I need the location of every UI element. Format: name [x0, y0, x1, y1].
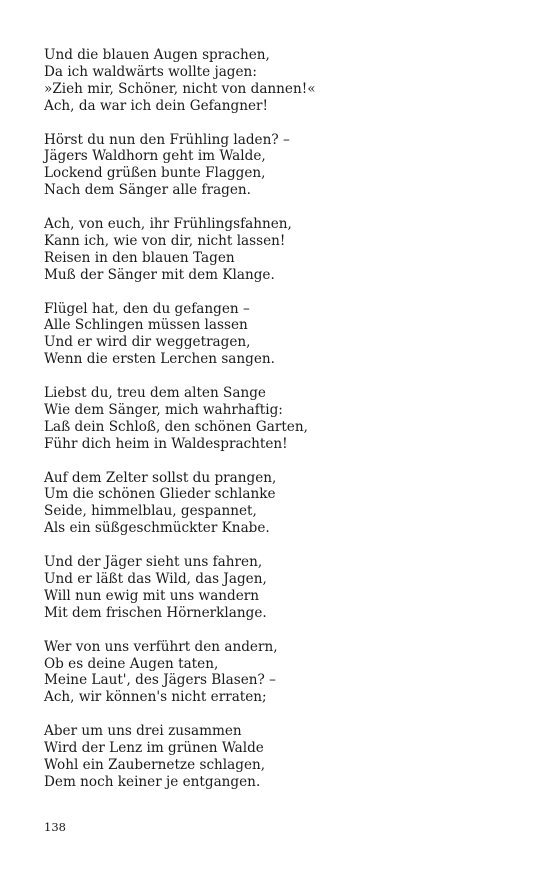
- poem-line: Wird der Lenz im grünen Walde: [44, 740, 264, 757]
- poem-line: Jägers Waldhorn geht im Walde,: [44, 148, 266, 165]
- poem-line: Laß dein Schloß, den schönen Garten,: [44, 418, 308, 435]
- poem-line: Flügel hat, den du gefangen –: [44, 300, 250, 317]
- page-number: 138: [44, 820, 66, 834]
- poem-line: Und der Jäger sieht uns fahren,: [44, 554, 263, 571]
- poem-line: Nach dem Sänger alle fragen.: [44, 182, 252, 199]
- poem-line: Alle Schlingen müssen lassen: [44, 317, 248, 334]
- poem-line: Ach, wir können's nicht erraten;: [44, 689, 267, 706]
- stanza-1: [44, 47, 514, 115]
- stanza-7: [44, 554, 514, 622]
- poem-line: Muß der Sänger mit dem Klange.: [44, 266, 275, 283]
- poem-line: Will nun ewig mit uns wandern: [44, 587, 260, 604]
- poem-line: Seide, himmelblau, gespannet,: [44, 503, 257, 520]
- stanza-5: [44, 385, 514, 453]
- poem-line: Als ein süßgeschmückter Knabe.: [44, 520, 270, 537]
- poem-line: Kann ich, wie von dir, nicht lassen!: [44, 232, 286, 249]
- poem-line: Aber um uns drei zusammen: [44, 723, 242, 740]
- poem-line: Wer von uns verführt den andern,: [44, 638, 278, 655]
- poem-line: Auf dem Zelter sollst du prangen,: [44, 469, 277, 486]
- poem-line: Ob es deine Augen taten,: [44, 655, 219, 672]
- poem-line: Ach, von euch, ihr Frühlingsfahnen,: [44, 216, 292, 233]
- poem-line: Um die schönen Glieder schlanke: [44, 486, 276, 503]
- poem-line: Hörst du nun den Frühling laden? –: [44, 131, 290, 148]
- poem-line: »Zieh mir, Schöner, nicht von dannen!«: [44, 80, 316, 97]
- poem-line: Liebst du, treu dem alten Sange: [44, 385, 266, 402]
- poem-body: [44, 47, 514, 808]
- stanza-2: [44, 132, 514, 200]
- stanza-4: [44, 301, 514, 369]
- poem-line: Und er wird dir weggetragen,: [44, 334, 251, 351]
- poem-line: Mit dem frischen Hörnerklange.: [44, 604, 267, 621]
- poem-line: Da ich waldwärts wollte jagen:: [44, 63, 257, 80]
- poem-line: Ach, da war ich dein Gefangner!: [44, 97, 268, 114]
- poem-line: Reisen in den blauen Tagen: [44, 249, 235, 266]
- stanza-9: [44, 723, 514, 791]
- poem-line: Wie dem Sänger, mich wahrhaftig:: [44, 401, 283, 418]
- poem-line: Und er läßt das Wild, das Jagen,: [44, 571, 267, 587]
- poem-line: Meine Laut', des Jägers Blasen? –: [44, 672, 276, 689]
- poem-line: Lockend grüßen bunte Flaggen,: [44, 165, 266, 182]
- stanza-6: [44, 470, 514, 538]
- stanza-8: [44, 639, 514, 707]
- poem-line: Wohl ein Zaubernetze schlagen,: [44, 756, 266, 773]
- poem-line: Dem noch keiner je entgangen.: [44, 773, 261, 790]
- stanza-3: [44, 216, 514, 284]
- poem-line: Und die blauen Augen sprachen,: [44, 47, 270, 63]
- poem-line: Wenn die ersten Lerchen sangen.: [44, 351, 275, 368]
- poem-line: Führ dich heim in Waldesprachten!: [44, 435, 288, 452]
